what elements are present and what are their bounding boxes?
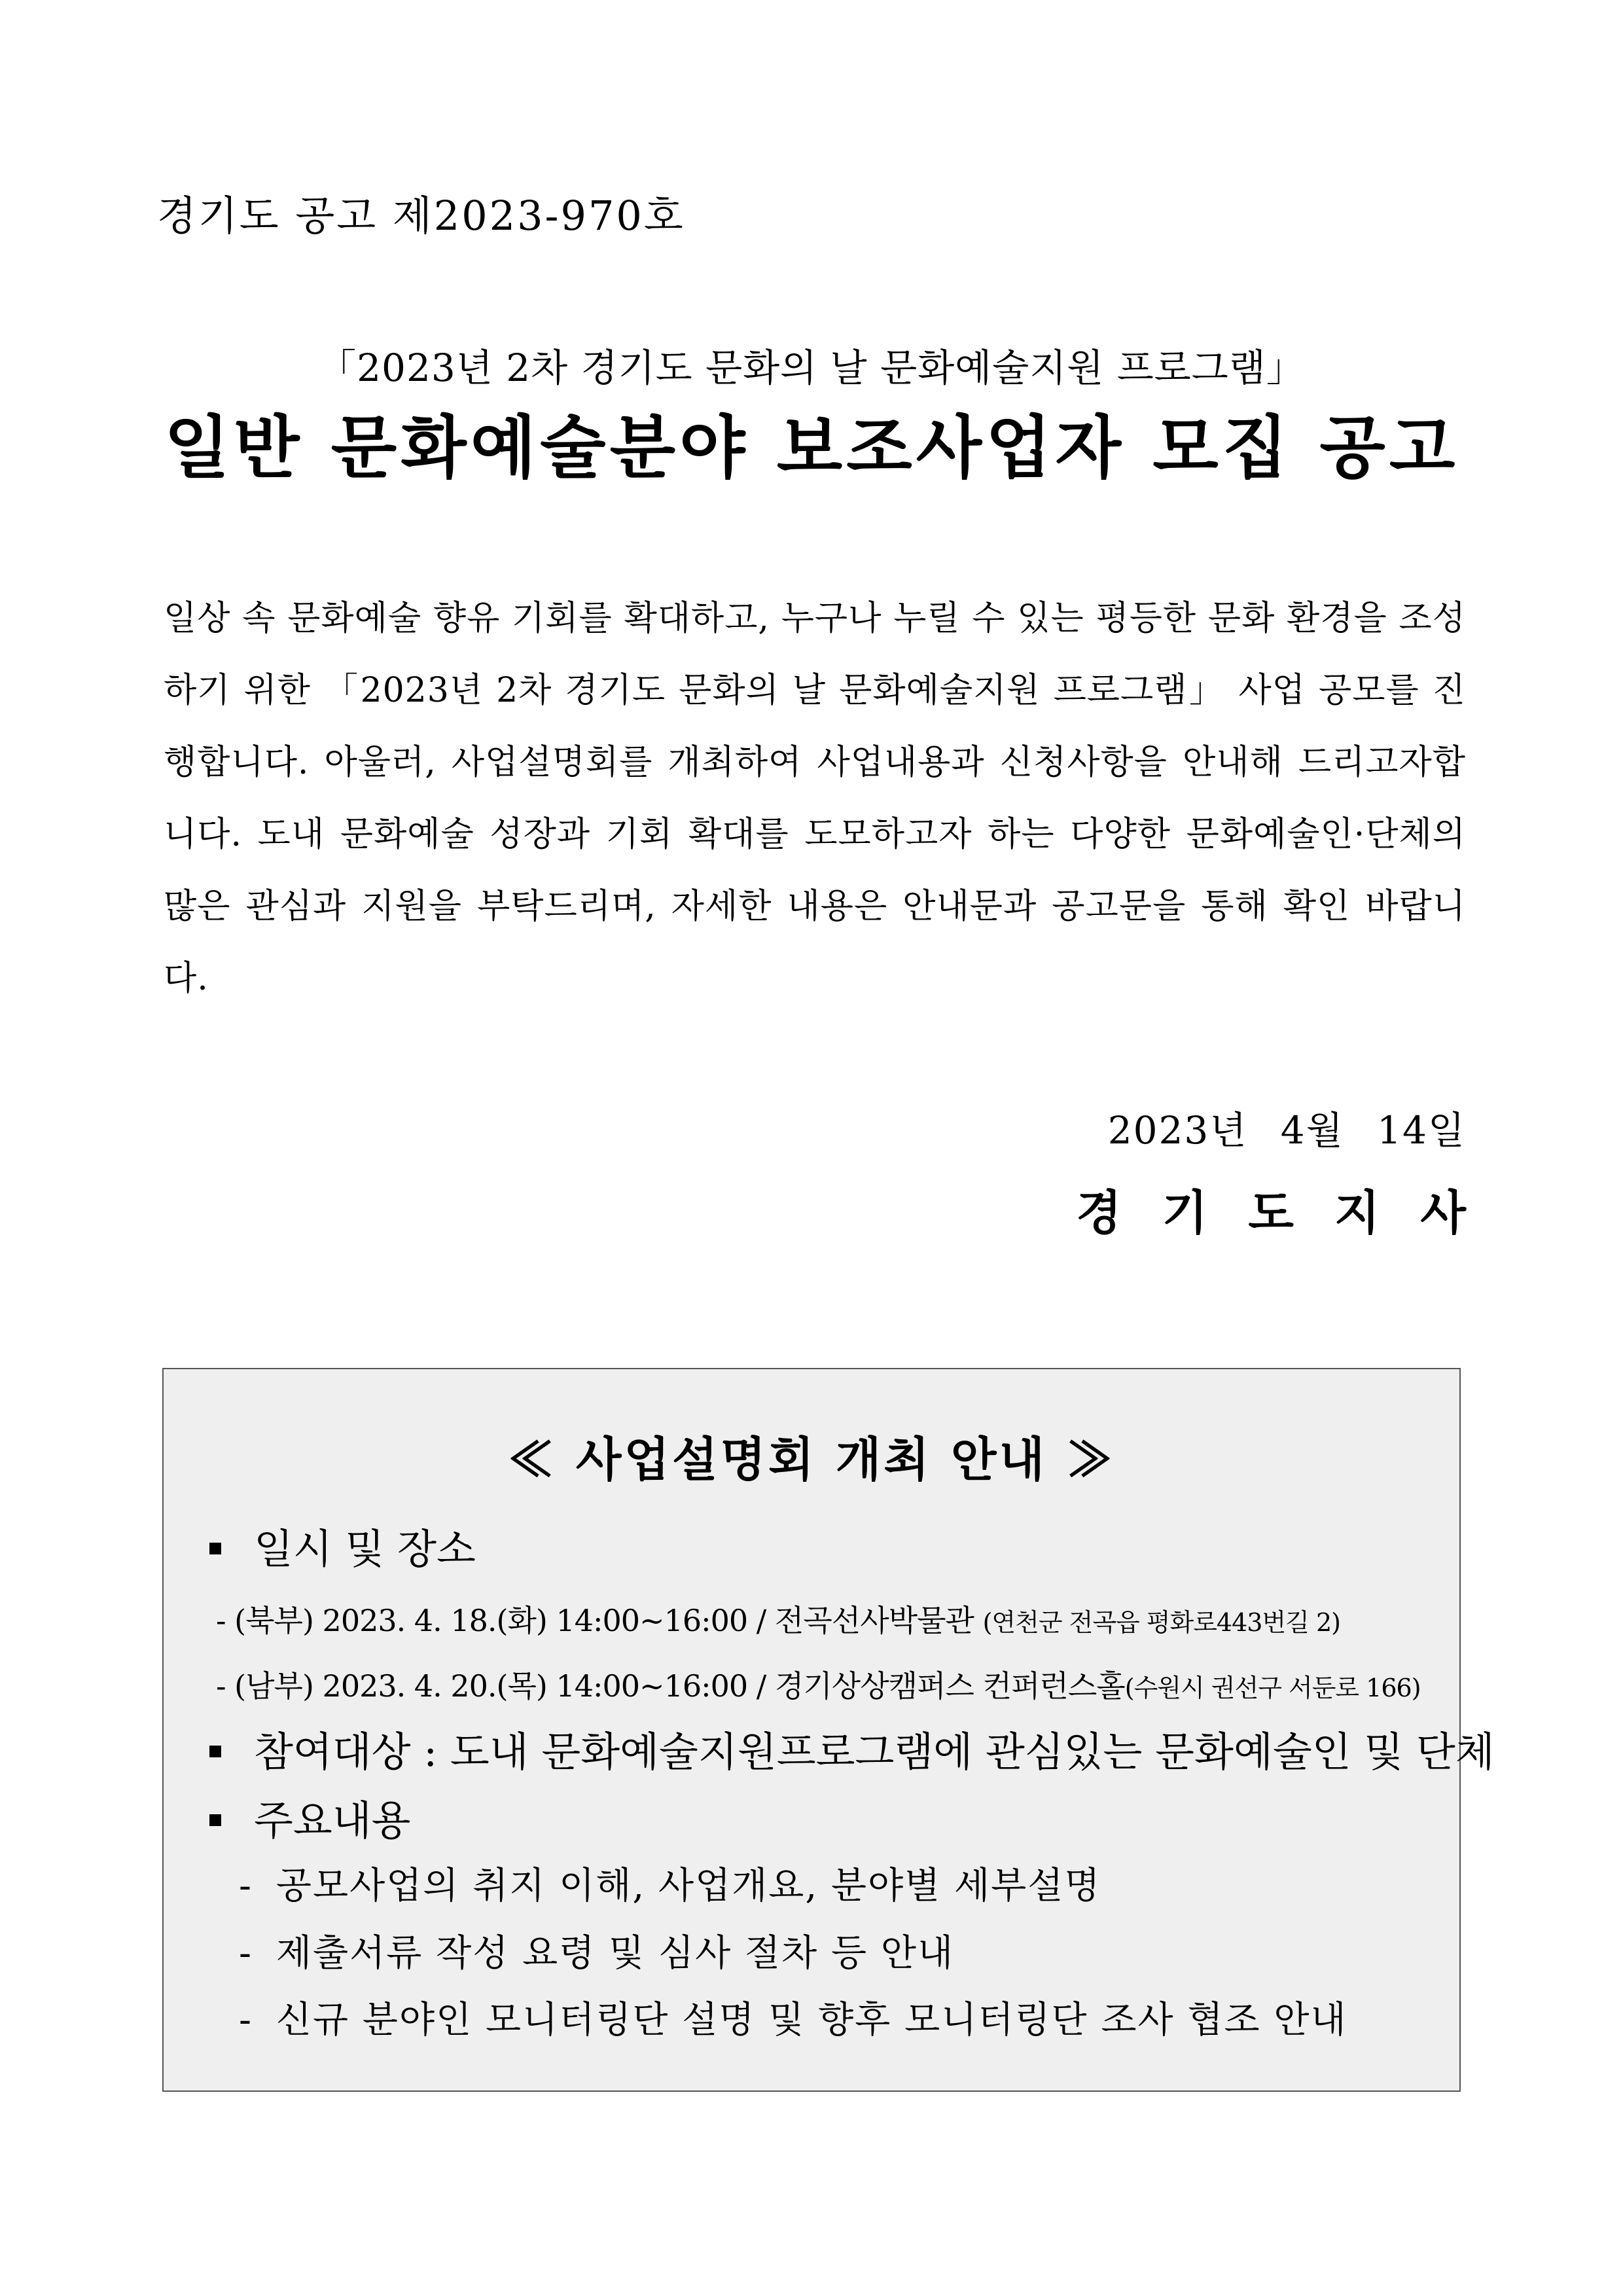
schedule-heading-label: 일시 및 장소: [254, 1525, 476, 1573]
content-item-1: 공모사업의 취지 이해, 사업개요, 분야별 세부설명: [276, 1865, 1101, 1907]
dash-icon: -: [239, 1999, 253, 2041]
square-bullet-icon: [209, 1746, 221, 1757]
list-item: [239, 1991, 1347, 2043]
list-item: [239, 1924, 954, 1977]
list-item: [239, 1857, 1101, 1909]
body-paragraph: 일상 속 문화예술 향유 기회를 확대하고, 누구나 누릴 수 있는 평등한 문화 환경을 조성하기 위한 「2023년 2차 경기도 문화의 날 문화예술지원 프로그램」 사업 공모를 진행합니다. 아울러, 사업설명회를 개최하여 사업내용과 신청사항을 안내해 드리고자합니다. 도내 문화예술 성장과 기회 확대를 도모하고자 하는 다양한 문화예술인·단체의 많은 관심과 지원을 부탁드리며, 자세한 내용은 안내문과 공고문을 통해 확인 바랍니다.: [164, 599, 1466, 998]
contents-heading-label: 주요내용: [254, 1797, 411, 1844]
target-label: 참여대상 : 도내 문화예술지원프로그램에 관심있는 문화예술인 및 단체: [254, 1728, 1495, 1776]
info-box: [162, 1368, 1495, 2092]
target-row: [209, 1719, 1495, 1778]
content-item-3: 신규 분야인 모니터링단 설명 및 향후 모니터링단 조사 협조 안내: [276, 1999, 1347, 2041]
issuer: 경기도지사: [1076, 1185, 1507, 1240]
square-bullet-icon: [209, 1543, 221, 1554]
contents-heading: [209, 1788, 411, 1846]
event-south-address: (수원시 권선구 서둔로 166): [1124, 1674, 1421, 1702]
event-row-north: [216, 1597, 1340, 1640]
subtitle: 「2023년 2차 경기도 문화의 날 문화예술지원 프로그램」: [318, 346, 1305, 390]
event-north-main: - (북부) 2023. 4. 18.(화) 14:00~16:00 / 전곡선사박물관: [216, 1603, 983, 1638]
square-bullet-icon: [209, 1814, 221, 1826]
notice-number: 경기도 공고 제2023-970호: [157, 192, 685, 240]
notice-date: 2023년 4월 14일: [1107, 1108, 1466, 1153]
event-row-south: [216, 1662, 1421, 1706]
content-item-2: 제출서류 작성 요령 및 심사 절차 등 안내: [276, 1932, 955, 1975]
page-title: 일반 문화예술분야 보조사업자 모집 공고: [164, 407, 1459, 488]
dash-icon: -: [239, 1865, 253, 1907]
dash-icon: -: [239, 1932, 253, 1975]
event-south-main: - (남부) 2023. 4. 20.(목) 14:00~16:00 / 경기상상캠퍼스 컨퍼런스홀: [216, 1668, 1125, 1704]
schedule-heading: [209, 1516, 476, 1575]
event-north-address: (연천군 전곡읍 평화로443번길 2): [982, 1608, 1340, 1637]
info-box-title: ≪ 사업설명회 개최 안내 ≫: [507, 1431, 1116, 1487]
